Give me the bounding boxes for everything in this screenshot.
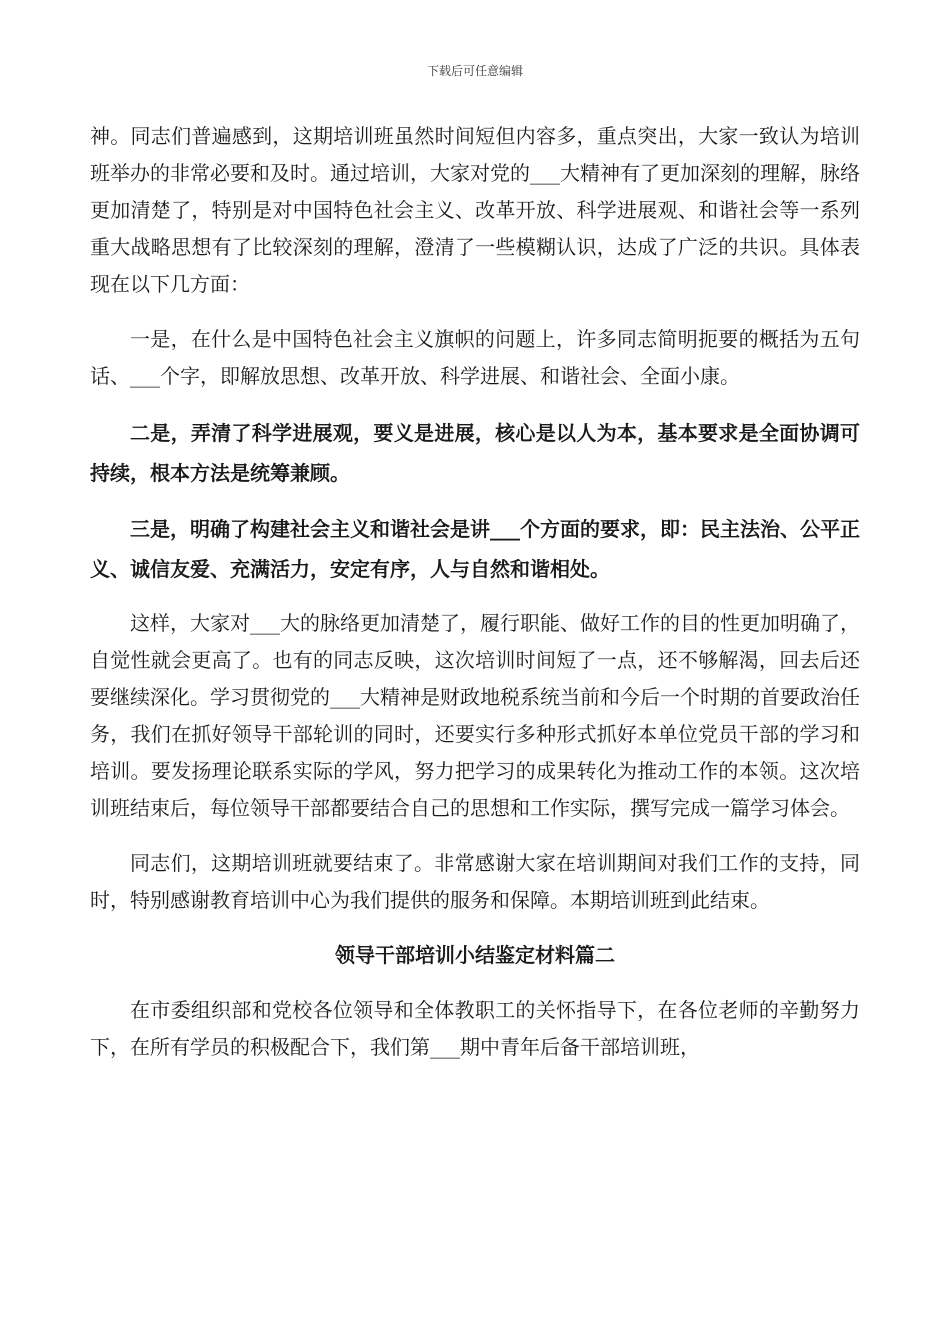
paragraph-closing-remarks: 同志们，这期培训班就要结束了。非常感谢大家在培训期间对我们工作的支持，同时，特别感谢教育培训中心为我们提供的服务和保障。本期培训班到此结束。 [90, 851, 860, 912]
paragraph-point-one: 一是，在什么是中国特色社会主义旗帜的问题上，许多同志简明扼要的概括为五句话、___个字，即解放思想、改革开放、科学进展、和谐社会、全面小康。 [90, 327, 860, 388]
section-heading: 领导干部培训小结鉴定材料篇二 [335, 943, 615, 967]
paragraph-point-two: 二是，弄清了科学进展观，要义是进展，核心是以人为本，基本要求是全面协调可持续，根本方法是统筹兼顾。 [90, 421, 860, 485]
page-header-note: 下载后可任意编辑 [426, 64, 523, 78]
paragraph-point-three: 三是，明确了构建社会主义和谐社会是讲___个方面的要求，即：民主法治、公平正义、诚信友爱、充满活力，安定有序，人与自然和谐相处。 [90, 517, 860, 581]
paragraph-intro: 神。同志们普遍感到，这期培训班虽然时间短但内容多，重点突出，大家一致认为培训班举办的非常必要和及时。通过培训，大家对党的___大精神有了更加深刻的理解，脉络更加清楚了，特别是对中国特色社会主义、改革开放、科学进展观、和谐社会等一系列重大战略思想有了比较深刻的理解，澄清了一些模糊认识，达成了广泛的共识。具体表现在以下几方面： [90, 124, 860, 296]
document-body [90, 118, 860, 1084]
paragraph-summary: 这样，大家对___大的脉络更加清楚了，履行职能、做好工作的目的性更加明确了，自觉性就会更高了。也有的同志反映，这次培训时间短了一点，还不够解渴，回去后还要继续深化。学习贯彻党的___大精神是财政地税系统当前和今后一个时期的首要政治任务，我们在抓好领导干部轮训的同时，还要实行多种形式抓好本单位党员干部的学习和培训。要发扬理论联系实际的学风，努力把学习的成果转化为推动工作的本领。这次培训班结束后，每位领导干部都要结合自己的思想和工作实际，撰写完成一篇学习体会。 [90, 611, 860, 820]
paragraph-section-two-start: 在市委组织部和党校各位领导和全体教职工的关怀指导下，在各位老师的辛勤努力下，在所有学员的积极配合下，我们第___期中青年后备干部培训班， [90, 998, 860, 1059]
